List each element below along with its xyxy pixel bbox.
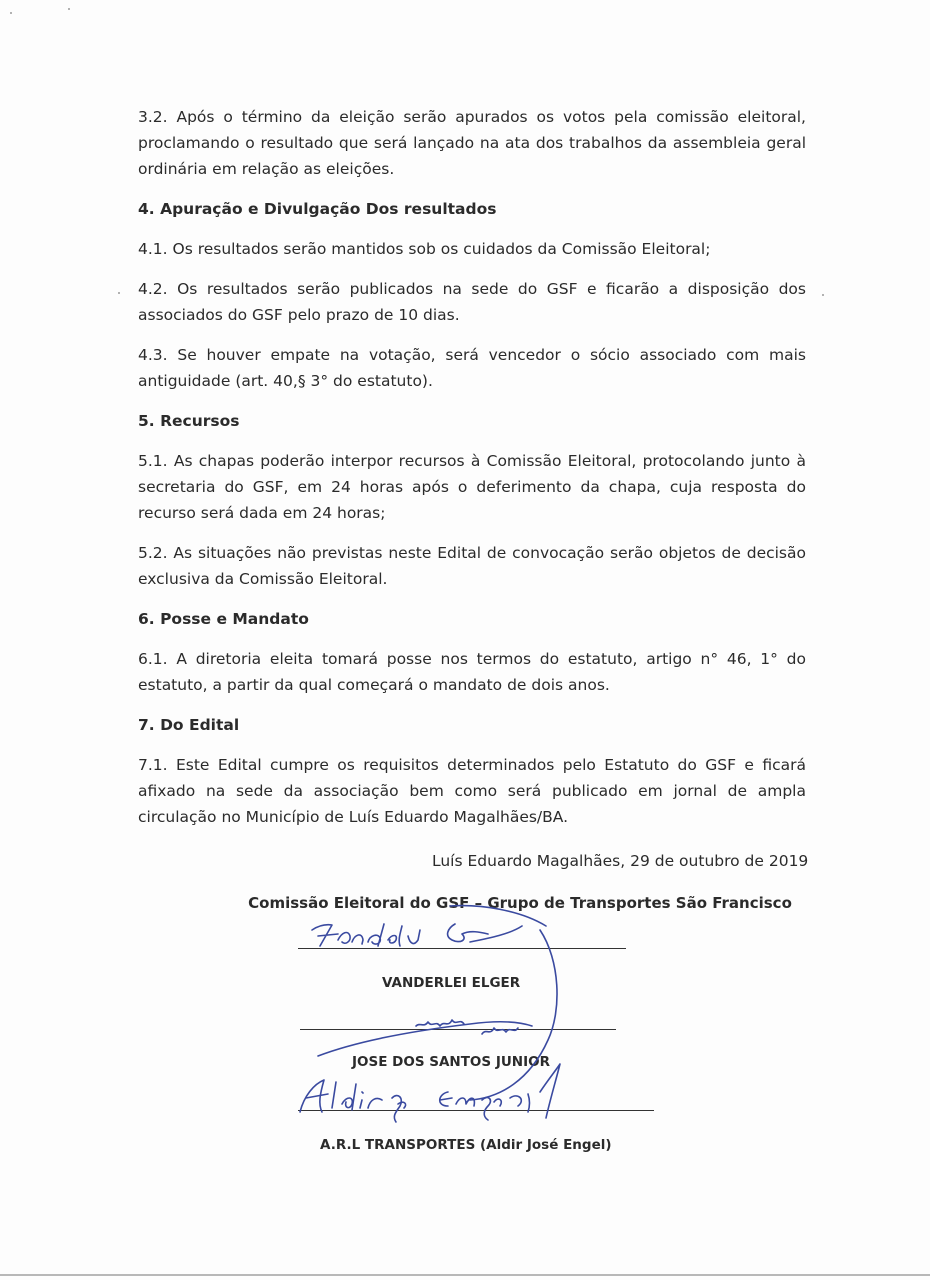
paragraph-5-2: 5.2. As situações não previstas neste Edital de convocação serão objetos de decisão exclusiva da Comissão Eleitoral.: [138, 544, 806, 588]
signature-line-3: [298, 1110, 654, 1111]
signature-line-2: [300, 1029, 616, 1030]
edital-body: [138, 104, 806, 844]
heading-section-5: 5. Recursos: [138, 412, 240, 430]
signatory-name-3: A.R.L TRANSPORTES (Aldir José Engel): [320, 1137, 612, 1153]
signatory-name-2: JOSE DOS SANTOS JUNIOR: [352, 1054, 551, 1070]
signature-vanderlei-elger: [312, 924, 522, 946]
heading-section-4: 4. Apuração e Divulgação Dos resultados: [138, 200, 497, 218]
heading-section-6: 6. Posse e Mandato: [138, 610, 309, 628]
heading-section-7: 7. Do Edital: [138, 716, 240, 734]
paragraph-5-1: 5.1. As chapas poderão interpor recursos à Comissão Eleitoral, protocolando junto à secretaria do GSF, em 24 horas após o deferimento da chapa, cuja resposta do recurso será dada em 24 horas;: [138, 452, 806, 522]
paragraph-7-1: 7.1. Este Edital cumpre os requisitos determinados pelo Estatuto do GSF e ficará afixado na sede da associação bem como será publicado em jornal de ampla circulação no Município de Luís Eduardo Magalhães/BA.: [138, 756, 806, 826]
scan-speck: [10, 12, 12, 14]
commission-title: Comissão Eleitoral do GSF – Grupo de Transportes São Francisco: [248, 894, 792, 912]
signatory-name-1: VANDERLEI ELGER: [382, 975, 521, 991]
place-date-line: Luís Eduardo Magalhães, 29 de outubro de 2019: [432, 852, 809, 870]
paragraph-4-3: 4.3. Se houver empate na votação, será vencedor o sócio associado com mais antiguidade (art. 40,§ 3° do estatuto).: [138, 346, 806, 390]
signature-line-1: [298, 948, 626, 949]
scan-speck: [118, 292, 120, 294]
page-bottom-edge: [0, 1274, 930, 1276]
paragraph-3-2: 3.2. Após o término da eleição serão apurados os votos pela comissão eleitoral, proclamando o resultado que será lançado na ata dos trabalhos da assembleia geral ordinária em relação as eleições.: [138, 108, 806, 178]
scan-speck: [68, 8, 70, 10]
scan-speck: [822, 294, 824, 296]
paragraph-4-2: 4.2. Os resultados serão publicados na sede do GSF e ficarão a disposição dos associados do GSF pelo prazo de 10 dias.: [138, 280, 806, 324]
paragraph-6-1: 6.1. A diretoria eleita tomará posse nos termos do estatuto, artigo n° 46, 1° do estatuto, a partir da qual começará o mandato de dois anos.: [138, 650, 806, 694]
signature-aldir-engel: [300, 1064, 560, 1122]
paragraph-4-1: 4.1. Os resultados serão mantidos sob os cuidados da Comissão Eleitoral;: [138, 240, 711, 258]
